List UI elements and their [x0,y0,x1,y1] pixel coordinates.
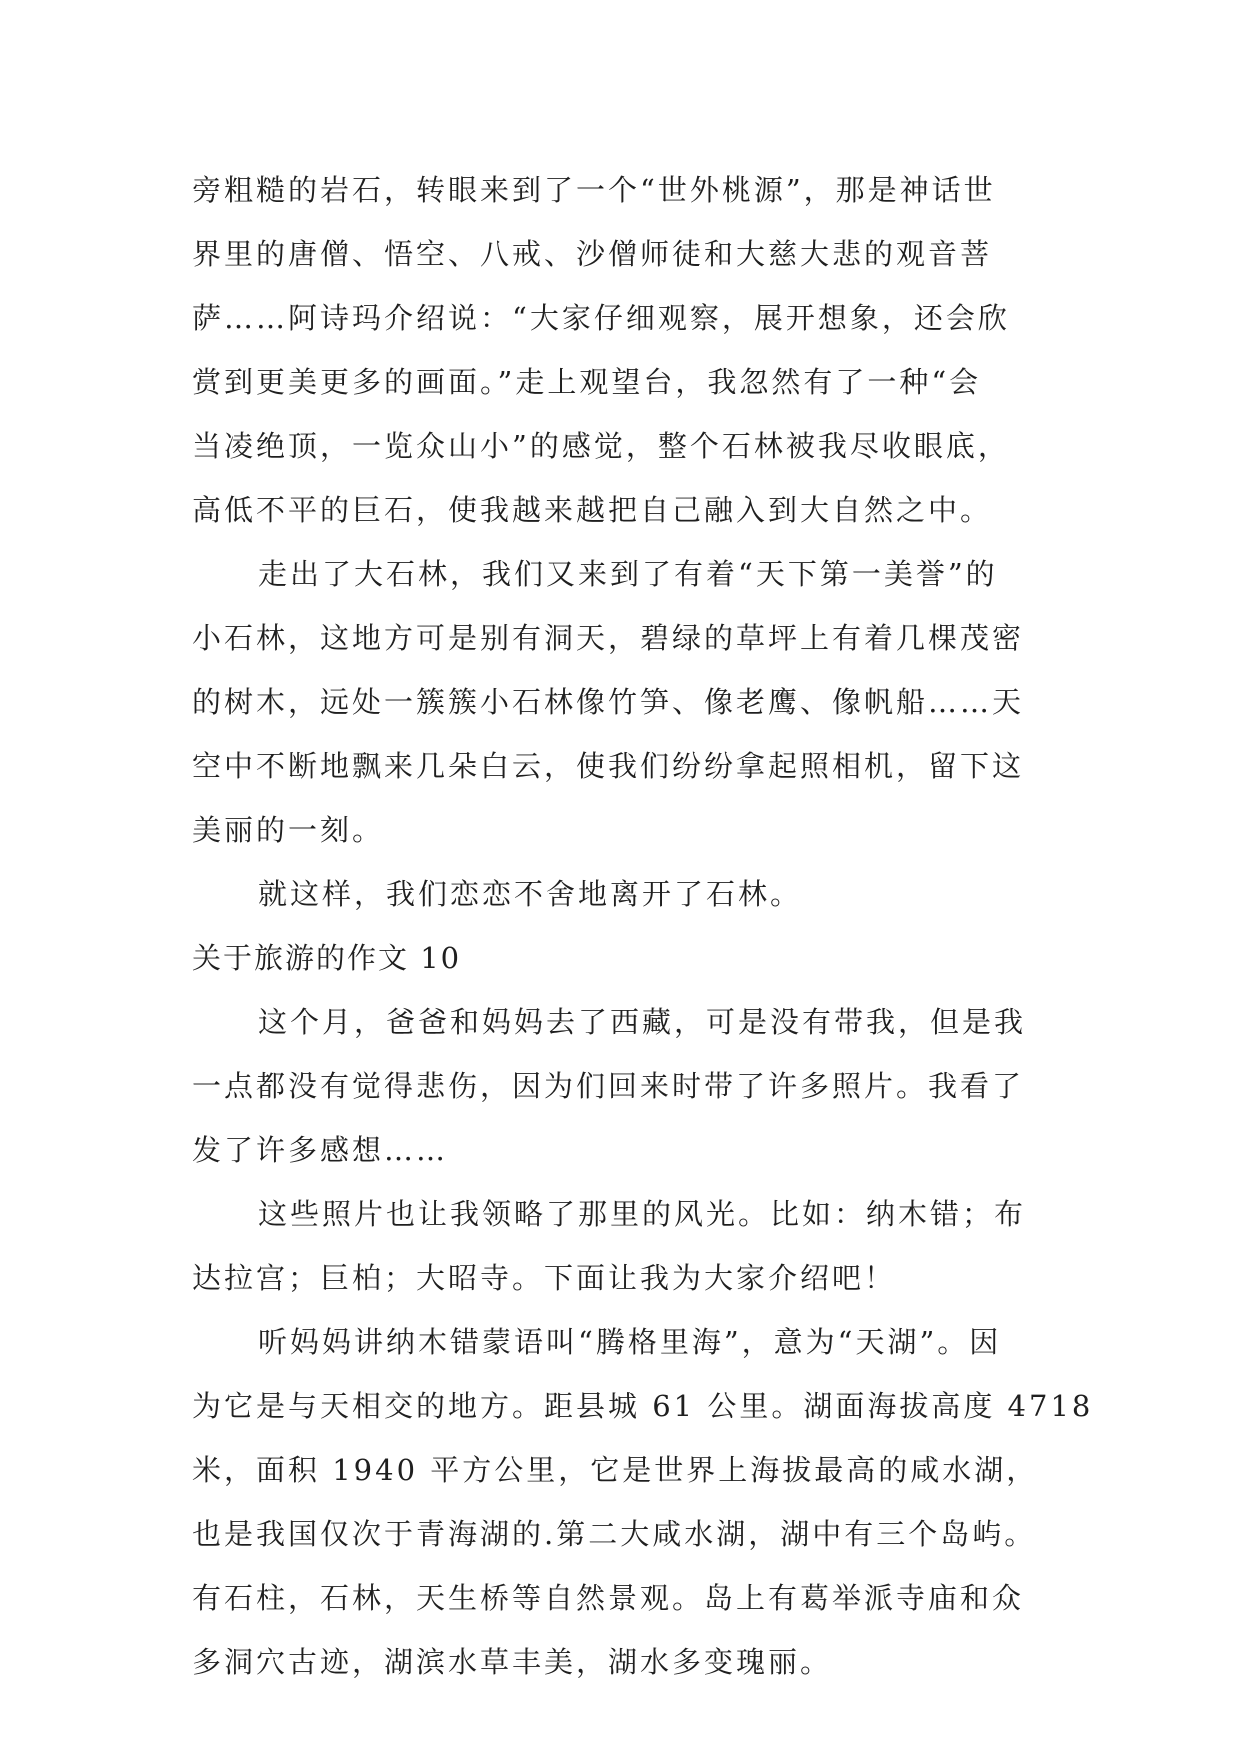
text-line: 赏到更美更多的画面。”走上观望台，我忽然有了一种“会 [192,365,982,399]
paragraph [192,542,1062,862]
text-line: 空中不断地飘来几朵白云，使我们纷纷拿起照相机，留下这 [192,749,1025,783]
text-line: 高低不平的巨石，使我越来越把自己融入到大自然之中。 [192,493,993,527]
text-line: 走出了大石林，我们又来到了有着“天下第一美誉”的 [258,557,998,591]
text-line: 这些照片也让我领略了那里的风光。比如：纳木错；布 [258,1197,1027,1231]
text-line: 发了许多感想…… [192,1133,449,1167]
heading-text: 关于旅游的作文 10 [192,941,462,975]
text-line: 为它是与天相交的地方。距县城 61 公里。湖面海拔高度 4718 [192,1389,1094,1423]
text-line: 一点都没有觉得悲伤，因为们回来时带了许多照片。我看了 [192,1069,1025,1103]
text-line: 当凌绝顶，一览众山小”的感觉，整个石林被我尽收眼底， [192,429,1010,463]
text-line: 这个月，爸爸和妈妈去了西藏，可是没有带我，但是我 [258,1005,1027,1039]
text-line: 达拉宫；巨柏；大昭寺。下面让我为大家介绍吧！ [192,1261,897,1295]
text-line: 小石林，这地方可是别有洞天，碧绿的草坪上有着几棵茂密 [192,621,1025,655]
paragraph [192,1182,1062,1310]
text-line: 听妈妈讲纳木错蒙语叫“腾格里海”，意为“天湖”。因 [258,1325,1002,1359]
text-line: 有石柱，石林，天生桥等自然景观。岛上有葛举派寺庙和众 [192,1581,1025,1615]
text-line: 就这样，我们恋恋不舍地离开了石林。 [258,877,803,911]
document-body [192,158,1094,1694]
section-heading [192,926,1062,990]
text-line: 美丽的一刻。 [192,813,385,847]
paragraph [192,990,1062,1182]
text-line: 多洞穴古迹，湖滨水草丰美，湖水多变瑰丽。 [192,1645,833,1679]
text-line: 旁粗糙的岩石，转眼来到了一个“世外桃源”，那是神话世 [192,173,996,207]
paragraph [192,158,1062,542]
paragraph [192,862,1062,926]
text-line: 界里的唐僧、悟空、八戒、沙僧师徒和大慈大悲的观音菩 [192,237,993,271]
paragraph [192,1310,1094,1694]
text-line: 的树木，远处一簇簇小石林像竹笋、像老鹰、像帆船……天 [192,685,1025,719]
text-line: 米，面积 1940 平方公里，它是世界上海拔最高的咸水湖， [192,1453,1039,1487]
text-line: 萨……阿诗玛介绍说：“大家仔细观察，展开想象，还会欣 [192,301,1010,335]
text-line: 也是我国仅次于青海湖的.第二大咸水湖，湖中有三个岛屿。 [192,1517,1037,1551]
